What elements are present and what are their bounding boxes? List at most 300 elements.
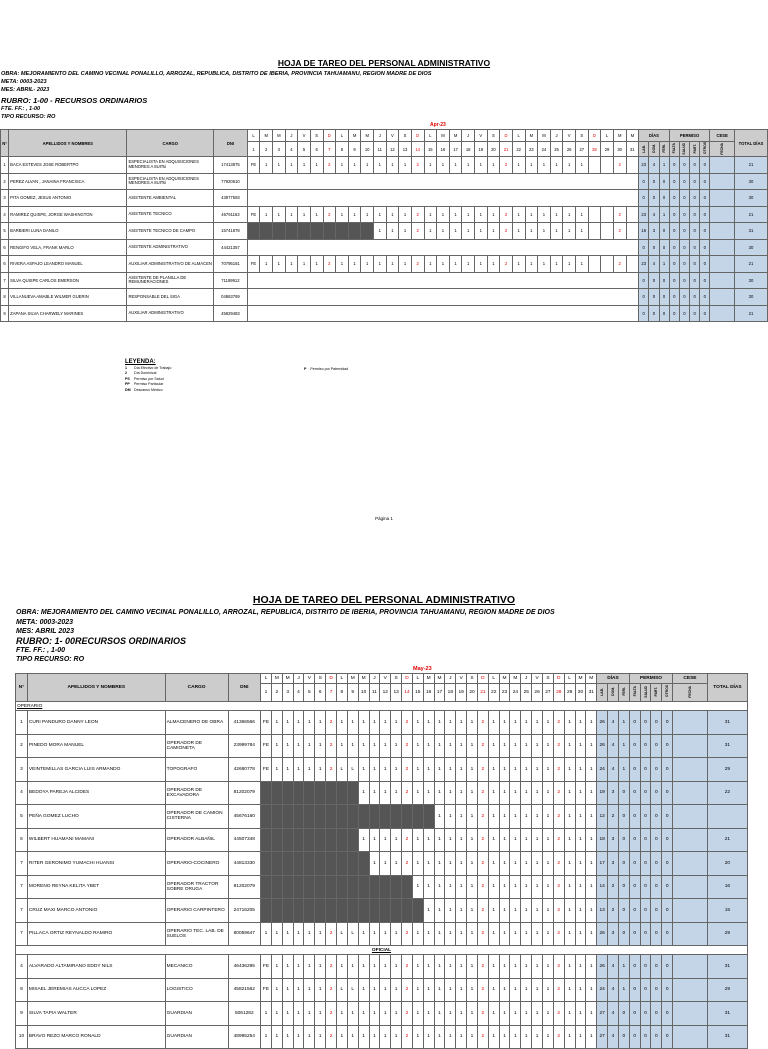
total-days: 30 (734, 239, 767, 256)
attendance-inactive (271, 875, 282, 899)
attendance-cell: 1 (336, 1002, 347, 1026)
stat-value: 0 (651, 758, 662, 782)
attendance-cell: 2 (553, 899, 564, 923)
employee-name: WILBERT HUAMANI MAMANI (27, 828, 165, 852)
day-letter: M (347, 674, 358, 684)
attendance-cell: 1 (586, 711, 597, 735)
employee-name: VEINTEMILLAS GARCIA LUIS ARMANDO (27, 758, 165, 782)
table-row (16, 1002, 748, 1026)
attendance-cell: 1 (260, 157, 273, 174)
stat-value: 0 (659, 272, 669, 289)
attendance-cell: 1 (347, 1025, 358, 1049)
attendance-empty (247, 289, 638, 306)
attendance-inactive (247, 223, 260, 240)
attendance-cell: 1 (475, 206, 488, 223)
total-days: 29 (707, 922, 747, 946)
attendance-cell: 1 (282, 1025, 293, 1049)
header-name: APELLIDOS Y NOMBRES (9, 130, 127, 157)
attendance-cell: 1 (336, 157, 349, 174)
attendance-inactive (315, 875, 326, 899)
table-row (1, 305, 768, 322)
attendance-cell: 1 (456, 711, 467, 735)
stat-value: 0 (690, 256, 700, 273)
day-letter: M (282, 674, 293, 684)
day-number: 15 (412, 684, 423, 702)
attendance-inactive (369, 875, 380, 899)
attendance-cell: 1 (488, 899, 499, 923)
attendance-inactive (347, 781, 358, 805)
attendance-inactive (282, 828, 293, 852)
attendance-inactive (358, 875, 369, 899)
attendance-cell: 1 (348, 157, 361, 174)
stat-value: 0 (639, 272, 649, 289)
row-number: 4 (16, 781, 28, 805)
day-letter: M (437, 130, 450, 142)
attendance-cell: 1 (358, 978, 369, 1002)
page-title: HOJA DE TAREO DEL PERSONAL ADMINISTRATIVO (252, 594, 516, 606)
employee-cargo: ASISTENTE ADMINISTRATIVO (127, 239, 214, 256)
employee-dni: 43977593 (214, 190, 248, 207)
day-number: 3 (282, 684, 293, 702)
day-number: 2 (271, 684, 282, 702)
attendance-cell: 1 (424, 206, 437, 223)
day-letter: D (500, 130, 513, 142)
total-days: 16 (707, 875, 747, 899)
attendance-cell: L (347, 758, 358, 782)
header-dni: DNI (228, 674, 261, 702)
attendance-cell: 2 (500, 157, 513, 174)
attendance-cell: 1 (525, 256, 538, 273)
attendance-cell: 1 (550, 256, 563, 273)
day-letter: M (260, 130, 273, 142)
attendance-cell: 1 (538, 206, 551, 223)
total-days: 30 (734, 190, 767, 207)
attendance-cell: 1 (467, 922, 478, 946)
attendance-cell: 1 (543, 852, 554, 876)
stat-header-label: PART. (692, 143, 697, 154)
attendance-cell: 1 (586, 734, 597, 758)
attendance-cell: 1 (586, 955, 597, 979)
cese-date (673, 734, 708, 758)
day-letter: D (326, 674, 337, 684)
employee-cargo: ESPECIALISTA EN ADQUISICIONES MENORES A 8UITsi (127, 157, 214, 174)
day-letter: M (499, 674, 510, 684)
stat-value: 0 (659, 190, 669, 207)
attendance-cell: 1 (380, 828, 391, 852)
day-number: 12 (380, 684, 391, 702)
attendance-cell: 1 (369, 1002, 380, 1026)
attendance-cell: 1 (437, 256, 450, 273)
stat-header (659, 142, 669, 157)
attendance-cell: 1 (575, 711, 586, 735)
attendance-cell: 2 (411, 223, 424, 240)
attendance-cell: 1 (271, 758, 282, 782)
attendance-cell: 1 (369, 711, 380, 735)
attendance-cell: 1 (575, 1002, 586, 1026)
attendance-inactive (326, 805, 337, 829)
attendance-cell: 1 (521, 899, 532, 923)
stat-value: 0 (649, 190, 659, 207)
stat-value: 24 (597, 758, 608, 782)
attendance-inactive (347, 899, 358, 923)
stat-value: 0 (679, 190, 689, 207)
attendance-cell: 1 (543, 734, 554, 758)
stat-value: 0 (679, 289, 689, 306)
stat-value: 0 (629, 978, 640, 1002)
stat-header (629, 684, 640, 702)
stat-value: 0 (640, 955, 651, 979)
attendance-cell: 1 (510, 781, 521, 805)
stat-value: 0 (690, 157, 700, 174)
employee-cargo: ASISTENTE TECNICO (127, 206, 214, 223)
attendance-cell: 1 (374, 206, 387, 223)
stat-value: 0 (662, 805, 673, 829)
attendance-cell: 2 (477, 922, 488, 946)
employee-dni: 46436295 (228, 955, 261, 979)
stat-value: 18 (597, 828, 608, 852)
row-number: 4 (16, 955, 28, 979)
day-number: 30 (575, 684, 586, 702)
attendance-cell: 1 (487, 223, 500, 240)
attendance-cell: 1 (564, 1002, 575, 1026)
day-number: 18 (445, 684, 456, 702)
day-letter: M (538, 130, 551, 142)
stat-value: 0 (662, 922, 673, 946)
total-days: 29 (707, 978, 747, 1002)
employee-dni: 45829483 (214, 305, 248, 322)
attendance-inactive (391, 875, 402, 899)
total-days: 21 (707, 828, 747, 852)
stat-value: 0 (659, 239, 669, 256)
day-letter: D (477, 674, 488, 684)
attendance-cell (588, 256, 601, 273)
attendance-cell: 1 (434, 1002, 445, 1026)
attendance-cell: 1 (293, 955, 304, 979)
attendance-cell: 1 (475, 223, 488, 240)
attendance-cell: 1 (445, 1002, 456, 1026)
attendance-cell: 1 (445, 1025, 456, 1049)
rubro-line: RUBRO: 1-00 - RECURSOS ORDINARIOS (1, 96, 148, 105)
day-number: 1 (247, 142, 260, 157)
stat-value: 4 (608, 1002, 619, 1026)
stat-value: 0 (669, 272, 679, 289)
attendance-cell: 1 (434, 852, 445, 876)
attendance-cell: 1 (282, 758, 293, 782)
attendance-cell: 1 (304, 734, 315, 758)
stat-value: 14 (597, 875, 608, 899)
attendance-cell: 1 (456, 1025, 467, 1049)
day-number: 31 (586, 684, 597, 702)
attendance-cell: 1 (304, 978, 315, 1002)
attendance-inactive (273, 223, 286, 240)
attendance-cell: 1 (550, 157, 563, 174)
header-num: N° (1, 130, 9, 157)
day-letter: J (445, 674, 456, 684)
attendance-cell: FE (247, 157, 260, 174)
attendance-inactive (293, 805, 304, 829)
table-row (16, 1025, 748, 1049)
attendance-cell: 1 (563, 157, 576, 174)
attendance-cell: 1 (550, 223, 563, 240)
attendance-cell: 2 (323, 157, 336, 174)
attendance-inactive (282, 899, 293, 923)
header-cese: CESE (710, 130, 734, 142)
attendance-cell: 1 (282, 922, 293, 946)
attendance-cell: 1 (564, 852, 575, 876)
day-number: 22 (512, 142, 525, 157)
cese-date (673, 899, 708, 923)
attendance-cell: 1 (391, 1025, 402, 1049)
attendance-cell: 1 (358, 828, 369, 852)
attendance-cell: 1 (575, 781, 586, 805)
attendance-cell: 1 (488, 875, 499, 899)
legend-value: Día Efectivo de Trabajo (134, 366, 172, 370)
stat-value: 0 (669, 157, 679, 174)
attendance-cell: 1 (499, 828, 510, 852)
attendance-cell: 1 (273, 256, 286, 273)
stat-value: 0 (649, 173, 659, 190)
stat-value: 4 (608, 955, 619, 979)
stat-header-label: FALTA (672, 143, 677, 154)
day-number: 2 (260, 142, 273, 157)
day-letter: D (411, 130, 424, 142)
stat-value: 0 (640, 899, 651, 923)
attendance-cell: 1 (386, 157, 399, 174)
attendance-cell: 1 (499, 875, 510, 899)
table-row (16, 828, 748, 852)
day-letter: L (488, 674, 499, 684)
attendance-cell: 1 (575, 978, 586, 1002)
attendance-cell: 1 (510, 734, 521, 758)
attendance-cell: 1 (380, 852, 391, 876)
stat-value: 0 (651, 922, 662, 946)
attendance-cell: 1 (412, 828, 423, 852)
stat-value: 24 (597, 978, 608, 1002)
stat-value: 0 (640, 922, 651, 946)
stat-value: 0 (662, 978, 673, 1002)
page-title: HOJA DE TAREO DEL PERSONAL ADMINISTRATIVO (277, 58, 491, 68)
day-letter: V (304, 674, 315, 684)
day-number: 29 (601, 142, 614, 157)
attendance-cell: 2 (477, 711, 488, 735)
attendance-cell: 1 (412, 1002, 423, 1026)
attendance-cell: 1 (564, 978, 575, 1002)
attendance-inactive (336, 852, 347, 876)
table-row (16, 955, 748, 979)
employee-cargo: MECANICO (165, 955, 228, 979)
attendance-inactive (293, 875, 304, 899)
employee-dni: 41366566 (228, 711, 261, 735)
attendance-cell: 2 (477, 781, 488, 805)
attendance-cell (626, 256, 639, 273)
attendance-inactive (293, 781, 304, 805)
day-number: 23 (499, 684, 510, 702)
employee-cargo: OPERADOR DE CAMION CISTERNA (165, 805, 228, 829)
page-2 (0, 575, 768, 1040)
attendance-cell: 1 (348, 256, 361, 273)
day-letter: M (358, 674, 369, 684)
attendance-inactive (391, 899, 402, 923)
attendance-cell (588, 223, 601, 240)
attendance-cell: 1 (437, 223, 450, 240)
attendance-cell: 1 (423, 922, 434, 946)
legend-key: P (304, 367, 307, 371)
attendance-cell: 1 (543, 711, 554, 735)
day-letter: L (336, 674, 347, 684)
attendance-inactive (315, 781, 326, 805)
attendance-cell: 1 (564, 711, 575, 735)
attendance-cell: 1 (412, 781, 423, 805)
attendance-inactive (347, 805, 358, 829)
day-number: 18 (462, 142, 475, 157)
attendance-cell: 1 (488, 852, 499, 876)
stat-value: 0 (640, 758, 651, 782)
day-number: 29 (564, 684, 575, 702)
attendance-cell: 1 (315, 711, 326, 735)
legend-key: 2 (125, 371, 127, 376)
attendance-cell: 1 (386, 223, 399, 240)
attendance-cell: 1 (467, 852, 478, 876)
stat-value: 3 (608, 922, 619, 946)
attendance-inactive (271, 805, 282, 829)
attendance-cell: 1 (380, 734, 391, 758)
attendance-cell: 2 (553, 922, 564, 946)
attendance-cell: 1 (499, 1025, 510, 1049)
attendance-cell: 1 (261, 1002, 272, 1026)
attendance-cell (626, 157, 639, 174)
attendance-cell: 2 (477, 899, 488, 923)
attendance-cell: 1 (499, 781, 510, 805)
cese-date (710, 190, 734, 207)
attendance-inactive (358, 805, 369, 829)
table-row (16, 805, 748, 829)
cese-date (673, 805, 708, 829)
attendance-cell: 1 (475, 256, 488, 273)
day-number: 7 (326, 684, 337, 702)
attendance-cell: 1 (271, 734, 282, 758)
attendance-cell: 1 (575, 1025, 586, 1049)
attendance-cell: 1 (423, 734, 434, 758)
attendance-inactive (304, 899, 315, 923)
attendance-cell: 1 (369, 955, 380, 979)
day-letter: M (586, 674, 597, 684)
stat-value: 0 (690, 289, 700, 306)
total-days (707, 805, 747, 829)
attendance-cell: 1 (380, 781, 391, 805)
stat-value: 1 (659, 256, 669, 273)
attendance-cell: 1 (358, 955, 369, 979)
stat-value: 0 (629, 711, 640, 735)
employee-name: RIVERA ASPAJO LEANDRO MANUEL (9, 256, 127, 273)
attendance-cell: 1 (510, 711, 521, 735)
attendance-cell: 1 (434, 734, 445, 758)
table-row (1, 239, 768, 256)
attendance-inactive (336, 223, 349, 240)
employee-name: PITA GOMEZ, JESUS ANTONIO (9, 190, 127, 207)
obra-line: OBRA: MEJORAMIENTO DEL CAMINO VECINAL PONALILLO, ARROZAL, REPUBLICA, DISTRITO DE IBERIA, PROVINCIA TAHUAMANU, REGION MADRE DE DIOS (1, 71, 432, 77)
employee-dni: 24716205 (228, 899, 261, 923)
attendance-cell: 1 (358, 734, 369, 758)
mes-line: MES: ABRIL- 2023 (1, 87, 50, 93)
day-letter: M (449, 130, 462, 142)
attendance-cell: 1 (361, 206, 374, 223)
legend-value: Permiso por Salud (134, 376, 164, 381)
stat-value: 0 (669, 190, 679, 207)
cese-date (673, 1002, 708, 1026)
attendance-cell: 1 (445, 922, 456, 946)
employee-dni: 04863769 (214, 289, 248, 306)
row-number: 10 (16, 1025, 28, 1049)
stat-value: 0 (679, 173, 689, 190)
attendance-cell: FE (261, 978, 272, 1002)
stat-value: 0 (649, 289, 659, 306)
attendance-inactive (315, 899, 326, 923)
attendance-cell: 1 (437, 157, 450, 174)
attendance-cell: 1 (434, 758, 445, 782)
stat-value: 0 (651, 1025, 662, 1049)
row-number: 5 (1, 223, 9, 240)
stat-header-label: PART. (654, 686, 659, 697)
row-number: 7 (16, 875, 28, 899)
attendance-inactive (282, 852, 293, 876)
attendance-cell: 1 (412, 955, 423, 979)
stat-value: 27 (597, 1025, 608, 1049)
attendance-cell (601, 223, 614, 240)
header-permiso: PERMISO (669, 130, 710, 142)
stat-value: 4 (608, 978, 619, 1002)
stat-value: 0 (629, 875, 640, 899)
attendance-cell: 1 (374, 256, 387, 273)
day-number: 10 (358, 684, 369, 702)
stat-value: 0 (700, 289, 710, 306)
employee-dni: 71199912 (214, 272, 248, 289)
attendance-cell: 2 (326, 758, 337, 782)
stat-header (651, 684, 662, 702)
stat-value: 19 (597, 781, 608, 805)
attendance-cell: 2 (553, 734, 564, 758)
attendance-cell: 1 (261, 1025, 272, 1049)
employee-name: CURI PANDURO DANNY LEON (27, 711, 165, 735)
attendance-cell: 1 (449, 256, 462, 273)
attendance-cell: 1 (412, 758, 423, 782)
row-number: 7 (1, 272, 9, 289)
attendance-cell: FE (247, 206, 260, 223)
day-number: 27 (576, 142, 589, 157)
attendance-cell: 2 (553, 758, 564, 782)
attendance-cell: 2 (326, 978, 337, 1002)
stat-value: 26 (597, 734, 608, 758)
stat-value: 0 (669, 256, 679, 273)
table-row (1, 206, 768, 223)
total-days: 21 (734, 157, 767, 174)
attendance-inactive (361, 223, 374, 240)
attendance-cell: 1 (423, 711, 434, 735)
day-letter: D (588, 130, 601, 142)
attendance-cell: FE (261, 734, 272, 758)
attendance-cell: 1 (434, 781, 445, 805)
stat-value: 0 (679, 223, 689, 240)
attendance-cell: 1 (358, 758, 369, 782)
attendance-cell: 1 (462, 157, 475, 174)
day-number: 17 (449, 142, 462, 157)
stat-value: 0 (640, 734, 651, 758)
stat-value: 0 (662, 955, 673, 979)
row-number: 2 (1, 173, 9, 190)
total-days: 31 (707, 711, 747, 735)
attendance-cell (626, 223, 639, 240)
employee-name: BACA ESTEVES JOSE ROBERTPO (9, 157, 127, 174)
attendance-cell: 2 (402, 978, 413, 1002)
